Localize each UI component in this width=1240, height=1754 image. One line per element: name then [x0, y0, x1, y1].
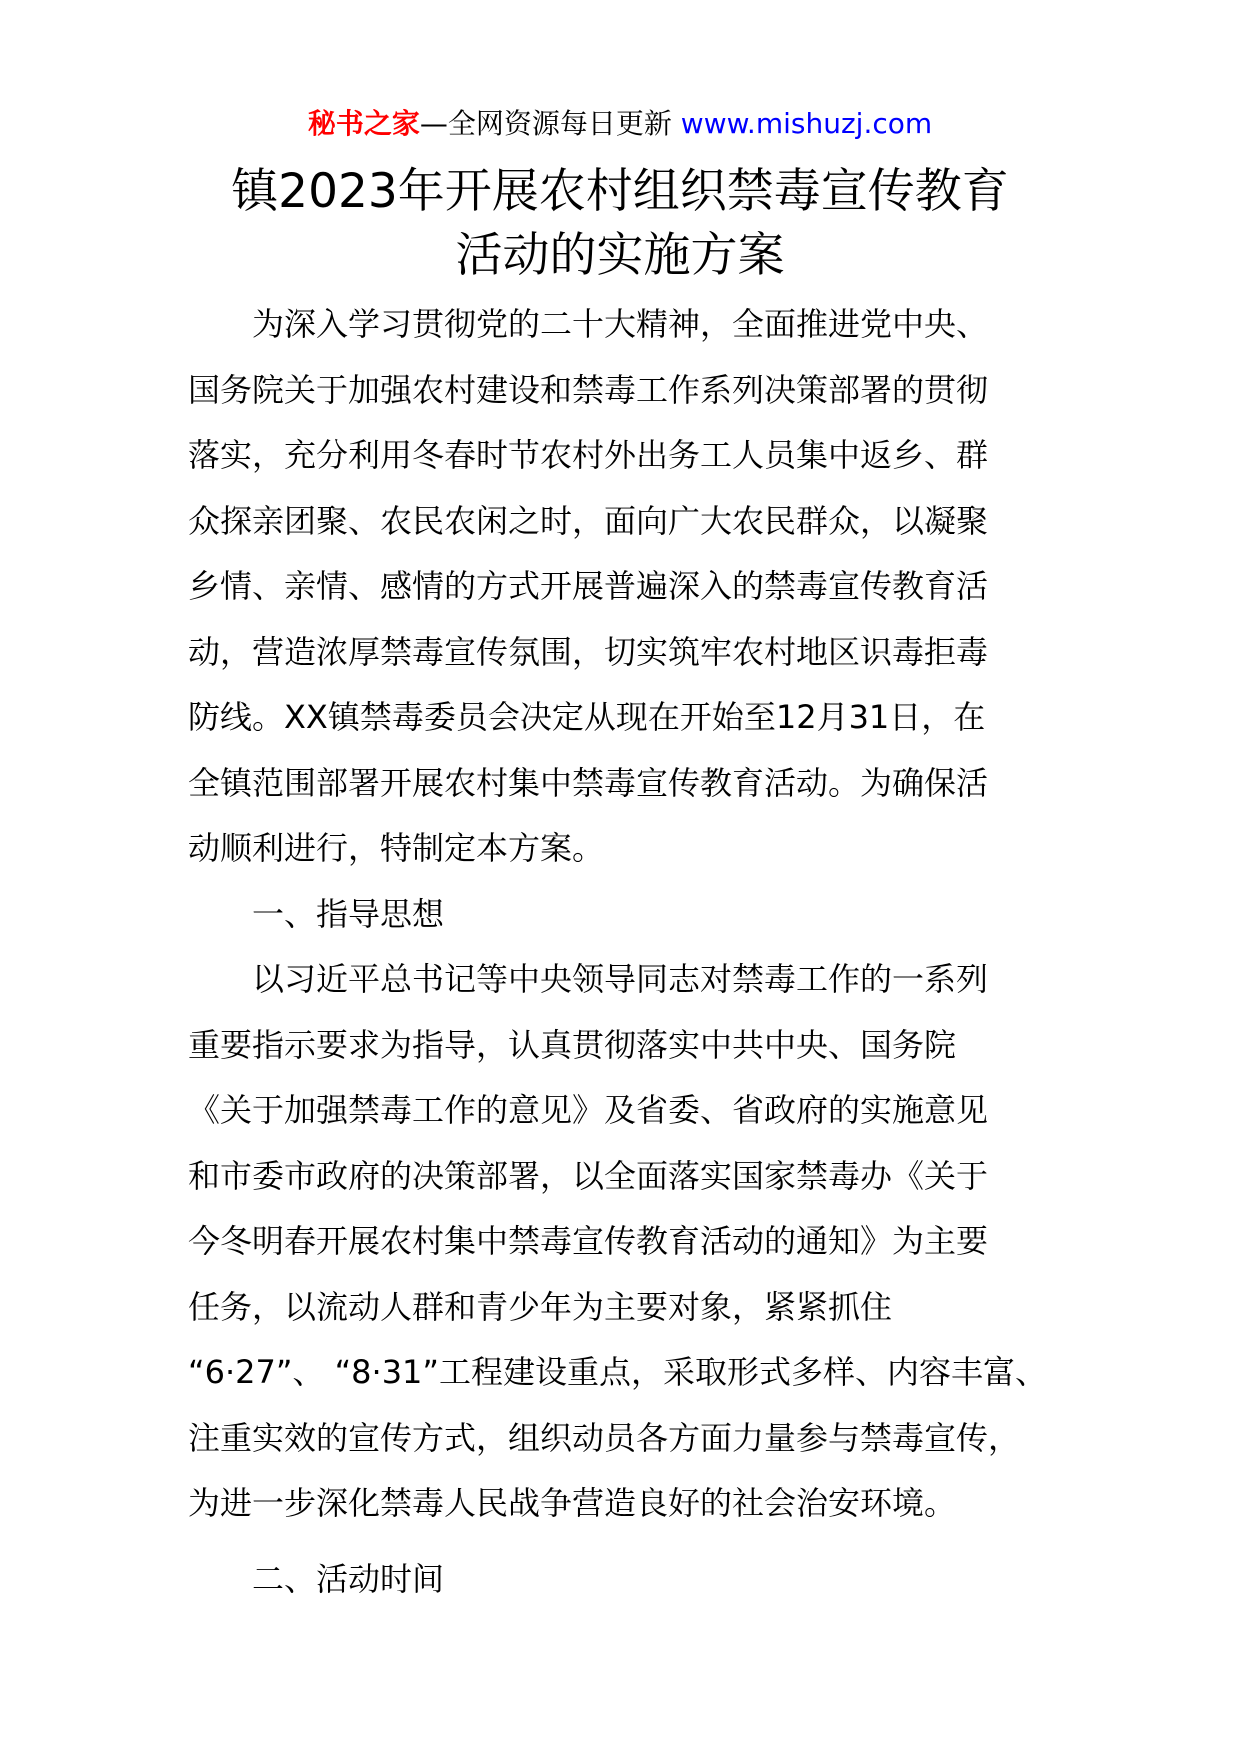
- body-line: 乡情、亲情、感情的方式开展普遍深入的禁毒宣传教育活: [188, 567, 989, 605]
- document-title: [0, 160, 1240, 288]
- site-url-link[interactable]: www.mishuzj.com: [680, 107, 933, 140]
- site-banner: [0, 104, 1240, 144]
- title-line-1: 镇2023年开展农村组织禁毒宣传教育: [231, 164, 1009, 219]
- body-line: “6·27”、 “8·31”工程建设重点，采取形式多样、内容丰富、: [188, 1353, 1047, 1391]
- body-line: 和市委市政府的决策部署，以全面落实国家禁毒办《关于: [188, 1156, 989, 1195]
- document-body: [188, 292, 1068, 1612]
- section-heading-2: 二、活动时间: [188, 1559, 445, 1598]
- body-line: 防线。XX镇禁毒委员会决定从现在开始至12月31日，在: [188, 698, 986, 736]
- body-line: 任务，以流动人群和青少年为主要对象，紧紧抓住: [188, 1287, 893, 1326]
- body-line: 今冬明春开展农村集中禁毒宣传教育活动的通知》为主要: [188, 1222, 989, 1260]
- body-line: 重要指示要求为指导，认真贯彻落实中共中央、国务院: [188, 1025, 957, 1064]
- body-line: 《关于加强禁毒工作的意见》及省委、省政府的实施意见: [188, 1091, 989, 1129]
- banner-tagline: —全网资源每日更新: [419, 107, 672, 140]
- body-line: 以习近平总书记等中央领导同志对禁毒工作的一系列: [188, 960, 989, 998]
- body-line: 为进一步深化禁毒人民战争营造良好的社会治安环境。: [188, 1484, 957, 1522]
- brand-name: 秘书之家: [307, 107, 420, 140]
- title-line-2: 活动的实施方案: [455, 228, 785, 283]
- body-line: 注重实效的宣传方式，组织动员各方面力量参与禁毒宣传，: [188, 1418, 1021, 1457]
- body-line: 动，营造浓厚禁毒宣传氛围，切实筑牢农村地区识毒拒毒: [188, 632, 989, 671]
- body-line: 动顺利进行，特制定本方案。: [188, 829, 605, 867]
- body-line: 全镇范围部署开展农村集中禁毒宣传教育活动。为确保活: [188, 763, 989, 802]
- body-line: 落实，充分利用冬春时节农村外出务工人员集中返乡、群: [188, 436, 989, 474]
- body-line: 国务院关于加强农村建设和禁毒工作系列决策部署的贯彻: [188, 370, 989, 409]
- body-line: 众探亲团聚、农民农闲之时，面向广大农民群众，以凝聚: [188, 501, 989, 540]
- body-line: 为深入学习贯彻党的二十大精神，全面推进党中央、: [188, 305, 989, 343]
- section-heading-1: 一、指导思想: [188, 894, 445, 933]
